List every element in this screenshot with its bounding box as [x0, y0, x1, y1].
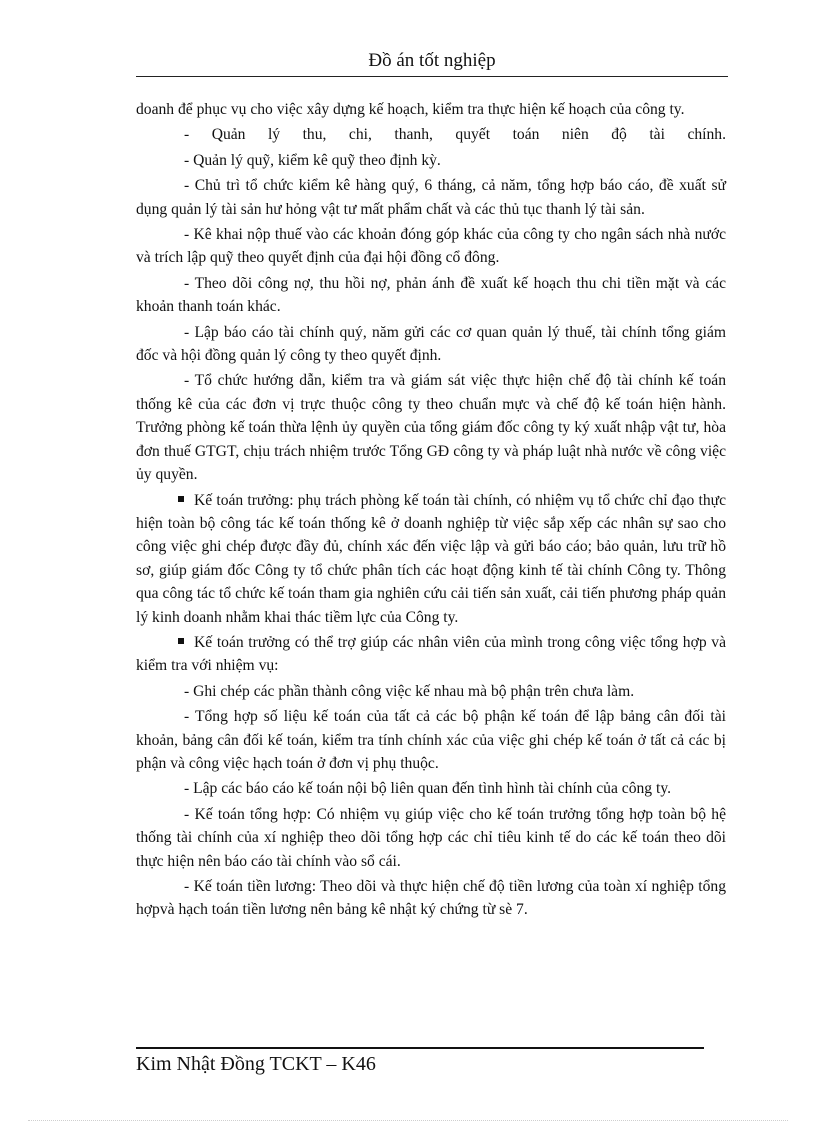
list-item-data-summary: - Tổng hợp số liệu kế toán của tất cả các bộ phận kế toán để lập bảng cân đối tài khoản, bảng cân đối kế toán, kiểm tra tính chính xác của việc ghi chép kế toán ở tất cả các bị phận và công việc hạch toán ở đơn vị phụ thuộc.	[136, 708, 726, 772]
page-bottom-edge	[28, 1120, 788, 1121]
header-divider	[136, 76, 728, 77]
square-bullet-icon	[178, 638, 184, 644]
document-body	[136, 98, 726, 924]
list-item-inventory-check: - Chủ trì tổ chức kiểm kê hàng quý, 6 tháng, cả năm, tổng hợp báo cáo, đề xuất sử dụng quản lý tài sản hư hỏng vật tư mất phẩm chất và các thủ tục thanh lý tài sản.	[136, 177, 726, 218]
bullet-paragraph-chief-accountant	[136, 489, 726, 629]
list-item-financial-report: - Lập báo cáo tài chính quý, năm gửi các cơ quan quản lý thuế, tài chính tổng giám đốc và hội đồng quản lý công ty theo quyết định.	[136, 323, 726, 365]
list-item-payroll-accountant: - Kế toán tiền lương: Theo dõi và thực hiện chế độ tiền lương của toàn xí nghiệp tổng hợpvà hạch toán tiền lương nên bảng kê nhật ký chứng từ sè 7.	[136, 878, 726, 919]
list-item-supervision: - Tổ chức hướng dẫn, kiểm tra và giám sát việc thực hiện chế độ tài chính kế toán thống kê của các đơn vị trực thuộc công ty theo chuẩn mực và chế độ kế toán hiện hành. Trưởng phòng kế toán thừa lệnh ủy quyền của tổng giám đốc công ty ký xuất nhập vật tư, hòa đơn thuế GTGT, chịu trách nhiệm trước Tổng GĐ công ty và pháp luật nhà nước về công việc ủy quyền.	[136, 372, 726, 484]
list-item-debt-tracking: - Theo dõi công nợ, thu hồi nợ, phản ánh đề xuất kế hoạch thu chi tiền mặt và các khoản thanh toán khác.	[136, 274, 726, 316]
bullet-text-assistants: Kế toán trưởng có thể trợ giúp các nhân viên của mình trong công việc tổng hợp và kiểm tra với nhiệm vụ:	[136, 633, 726, 675]
list-item-finance-settlement: - Quản lý thu, chi, thanh, quyết toán niên độ tài chính.	[184, 126, 726, 144]
page-header-title: Đồ án tốt nghiệp	[368, 50, 496, 71]
footer-divider	[136, 1047, 704, 1049]
list-item-fund-management: - Quản lý quỹ, kiểm kê quỹ theo định kỳ.	[184, 151, 441, 169]
bullet-paragraph-assistants	[136, 631, 726, 678]
list-item-general-accountant: - Kế toán tổng hợp: Có nhiệm vụ giúp việc cho kế toán trưởng tổng hợp toàn bộ hệ thống tài chính của xí nghiệp theo dõi tổng hợp các chỉ tiêu kinh tế do các kế toán theo dõi thực hiện nên báo cáo tài chính vào sổ cái.	[136, 805, 726, 870]
footer-author: Kim Nhật Đồng TCKT – K46	[136, 1053, 376, 1075]
list-item-internal-report: - Lập các báo cáo kế toán nội bộ liên quan đến tình hình tài chính của công ty.	[184, 780, 671, 798]
square-bullet-icon	[178, 496, 184, 502]
bullet-text-chief-accountant: Kế toán trưởng: phụ trách phòng kế toán tài chính, có nhiệm vụ tổ chức chỉ đạo thực hiện toàn bộ công tác kế toán thống kê ở doanh nghiệp từ việc sắp xếp các nhân sự sao cho công việc ghi chép được đầy đủ, chính xác đến việc lập và gửi báo cáo; bảo quản, lưu trữ hồ sơ, giúp giám đốc Công ty tổ chức phân tích các hoạt động kinh tế tài chính Công ty. Thông qua công tác tổ chức kế toán tham gia nghiên cứu cải tiến sản xuất, cải tiến phương pháp quản lý kinh doanh nhằm khai thác tiềm lực của Công ty.	[136, 491, 726, 626]
paragraph-continuation: doanh để phục vụ cho việc xây dựng kế hoạch, kiểm tra thực hiện kế hoạch của công ty.	[136, 101, 685, 118]
list-item-tax-declaration: - Kê khai nộp thuế vào các khoản đóng góp khác của công ty cho ngân sách nhà nước và trích lập quỹ theo quyết định của đại hội đồng cổ đông.	[136, 226, 726, 267]
list-item-record-keeping: - Ghi chép các phần thành công việc kế nhau mà bộ phận trên chưa làm.	[184, 682, 635, 700]
